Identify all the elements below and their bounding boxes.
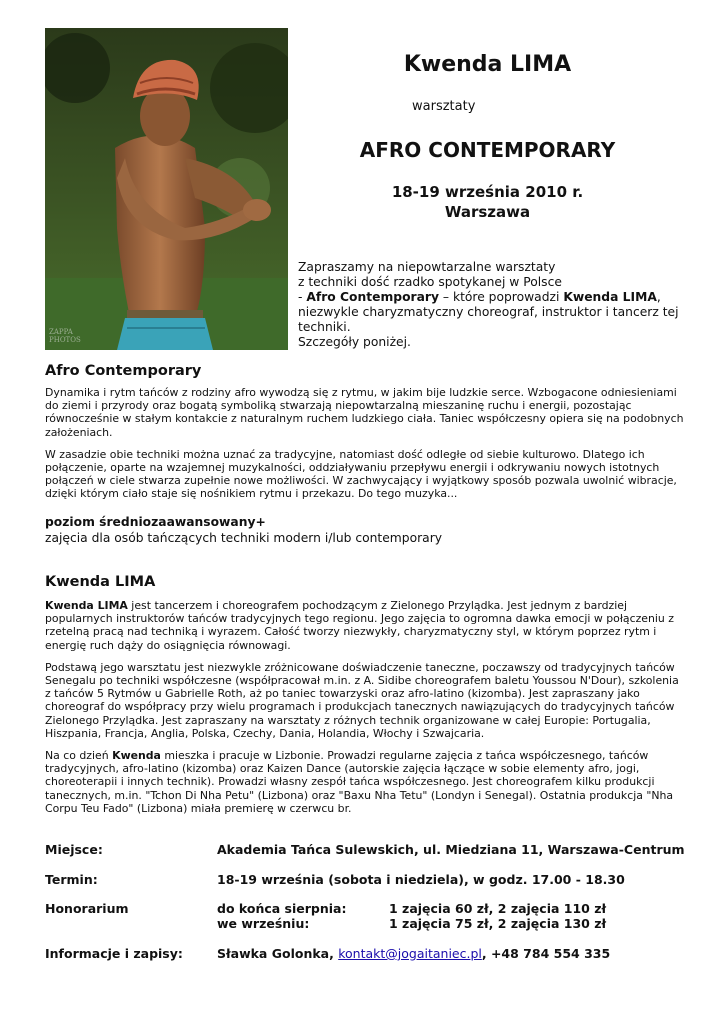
level-description: zajęcia dla osób tańczących techniki modern i/lub contemporary (45, 530, 443, 545)
fee-row1-when: do końca sierpnia: (217, 901, 347, 916)
bio-paragraph-3: Na co dzień Kwenda mieszka i pracuje w Lizbonie. Prowadzi regularne zajęcia z tańca współczesnego, tańców tradycyjnych, afro-latino (kizomba) oraz Kaizen Dance (autorskie zajęcia łączące w sobie elementy afro, jogi, choreoterapii i innych technik). Prowadzi własny zespół tańca współczesnego. Jest choreografem kilku produkcji tanecznych, m.in. "Tchon Di Nha Petu" (Lizbona) oraz "Baxu Nha Tetu" (Londyn i Senegal). Ostatnia produkcja "Nha Corpu Teu Fado" (Lizbona) miała premierę w czerwcu br. (45, 749, 674, 815)
contact-phone: , +48 784 554 335 (481, 946, 611, 961)
bio-paragraph-2: Podstawą jego warsztatu jest niezwykle zróżnicowane doświadczenie taneczne, poczawszy od tradycyjnych tańców Senegalu po techniki współczesne (współpracował m.in. z A. Sidibe choreografem baletu Youssou N'Dour), szkolenia z tańców 5 Rytmów u Gabrielle Roth, aż po taniec towarzyski oraz afro-latino (kizomba). Jest zapraszany jako choreograf do współpracy przy wielu programach i produkcjach tanecznych nawiązujących do tradycyjnych tańców Zielonego Przylądka. Jest zapraszany na warsztaty z różnych technik organizowane w całej Europie: Portugalia, Hiszpania, Francja, Anglia, Polska, Czechy, Dania, Holandia, Włochy i Szwajcaria. (45, 660, 679, 740)
workshop-city: Warszawa (444, 203, 531, 221)
workshop-date: 18-19 września 2010 r. (391, 183, 584, 201)
place-label: Miejsce: (45, 842, 103, 857)
fee-label: Honorarium (45, 901, 129, 916)
afro-heading: Afro Contemporary (45, 363, 202, 379)
level-title: poziom średniozaawansowany+ (45, 515, 266, 529)
workshop-style-title: AFRO CONTEMPORARY (359, 138, 616, 162)
dancer-photo (45, 28, 288, 350)
term-value: 18-19 września (sobota i niedziela), w godz. 17.00 - 18.30 (217, 872, 625, 887)
contact-name: Sławka Golonka, (217, 946, 339, 961)
contact-value (217, 946, 610, 961)
place-value: Akademia Tańca Sulewskich, ul. Miedziana 11, Warszawa-Centrum (217, 842, 685, 857)
fee-row1-price: 1 zajęcia 60 zł, 2 zajęcia 110 zł (389, 901, 607, 916)
subtitle: warsztaty (412, 99, 476, 114)
intro-text: Zapraszamy na niepowtarzalne warsztaty z techniki dość rzadko spotykanej w Polsce - Afro Contemporary – które poprowadzi Kwenda LIMA, niezwykle charyzmatyczny choreograf, instruktor i tancerz tej techniki. Szczegóły poniżej. (298, 260, 679, 349)
afro-section (45, 363, 685, 501)
bio-heading: Kwenda LIMA (45, 574, 156, 590)
workshop-date-city (300, 182, 675, 222)
dancer-image (45, 28, 288, 350)
term-label: Termin: (45, 872, 98, 887)
afro-paragraph-2: W zasadzie obie techniki można uznać za tradycyjne, natomiast dość odległe od siebie kulturowo. Dlatego ich połączenie, oparte na wzajemnej muzykalności, oddziaływaniu przepływu energii i odkrywaniu nowych istotnych połączeń w ciele stwarza zupełnie nowe możliwości. W zachwycający i wyjątkowy sposób pozwala uwolnić wibracje, dzięki którym ciało staje się nośnikiem rytmu i przekazu. Do tego muzyka... (45, 447, 677, 501)
fee-row2-price: 1 zajęcia 75 zł, 2 zajęcia 130 zł (389, 916, 607, 931)
fee-row2-when: we wrześniu: (217, 916, 310, 931)
contact-email-link[interactable]: kontakt@jogaitaniec.pl (338, 946, 482, 961)
level-info (45, 515, 442, 546)
contact-label: Informacje i zapisy: (45, 946, 183, 961)
afro-paragraph-1: Dynamika i rytm tańców z rodziny afro wywodzą się z rytmu, w jakim bije ludzkie serce. Wzbogacone odniesieniami do ziemi i przyrody oraz bogatą symboliką stwarzają niepowtarzalną mieszaninę ruchu i energii, pozostając równocześnie w stałym kontakcie z naturalnym ruchem ludzkiego ciała. Taniec współczesny opiera się na podobnych założeniach. (45, 386, 684, 439)
photo-watermark: ZAPPA PHOTOS (49, 328, 81, 344)
bio-section (45, 574, 685, 815)
page-title: Kwenda LIMA (403, 52, 572, 77)
bio-paragraph-1: Kwenda LIMA jest tancerzem i choreografem pochodzącym z Zielonego Przylądka. Jest jednym z bardziej popularnych instruktorów tańców tradycyjnych tego regionu. Jego zajęcia to ogromna dawka emocji w połączeniu z rzetelną pracą nad techniką i wyrazem. Całość tworzy niezwykły, charyzmatyczny styl, w którym poprzez rytm i energię ruch dąży do osiągnięcia równowagi. (45, 599, 674, 652)
